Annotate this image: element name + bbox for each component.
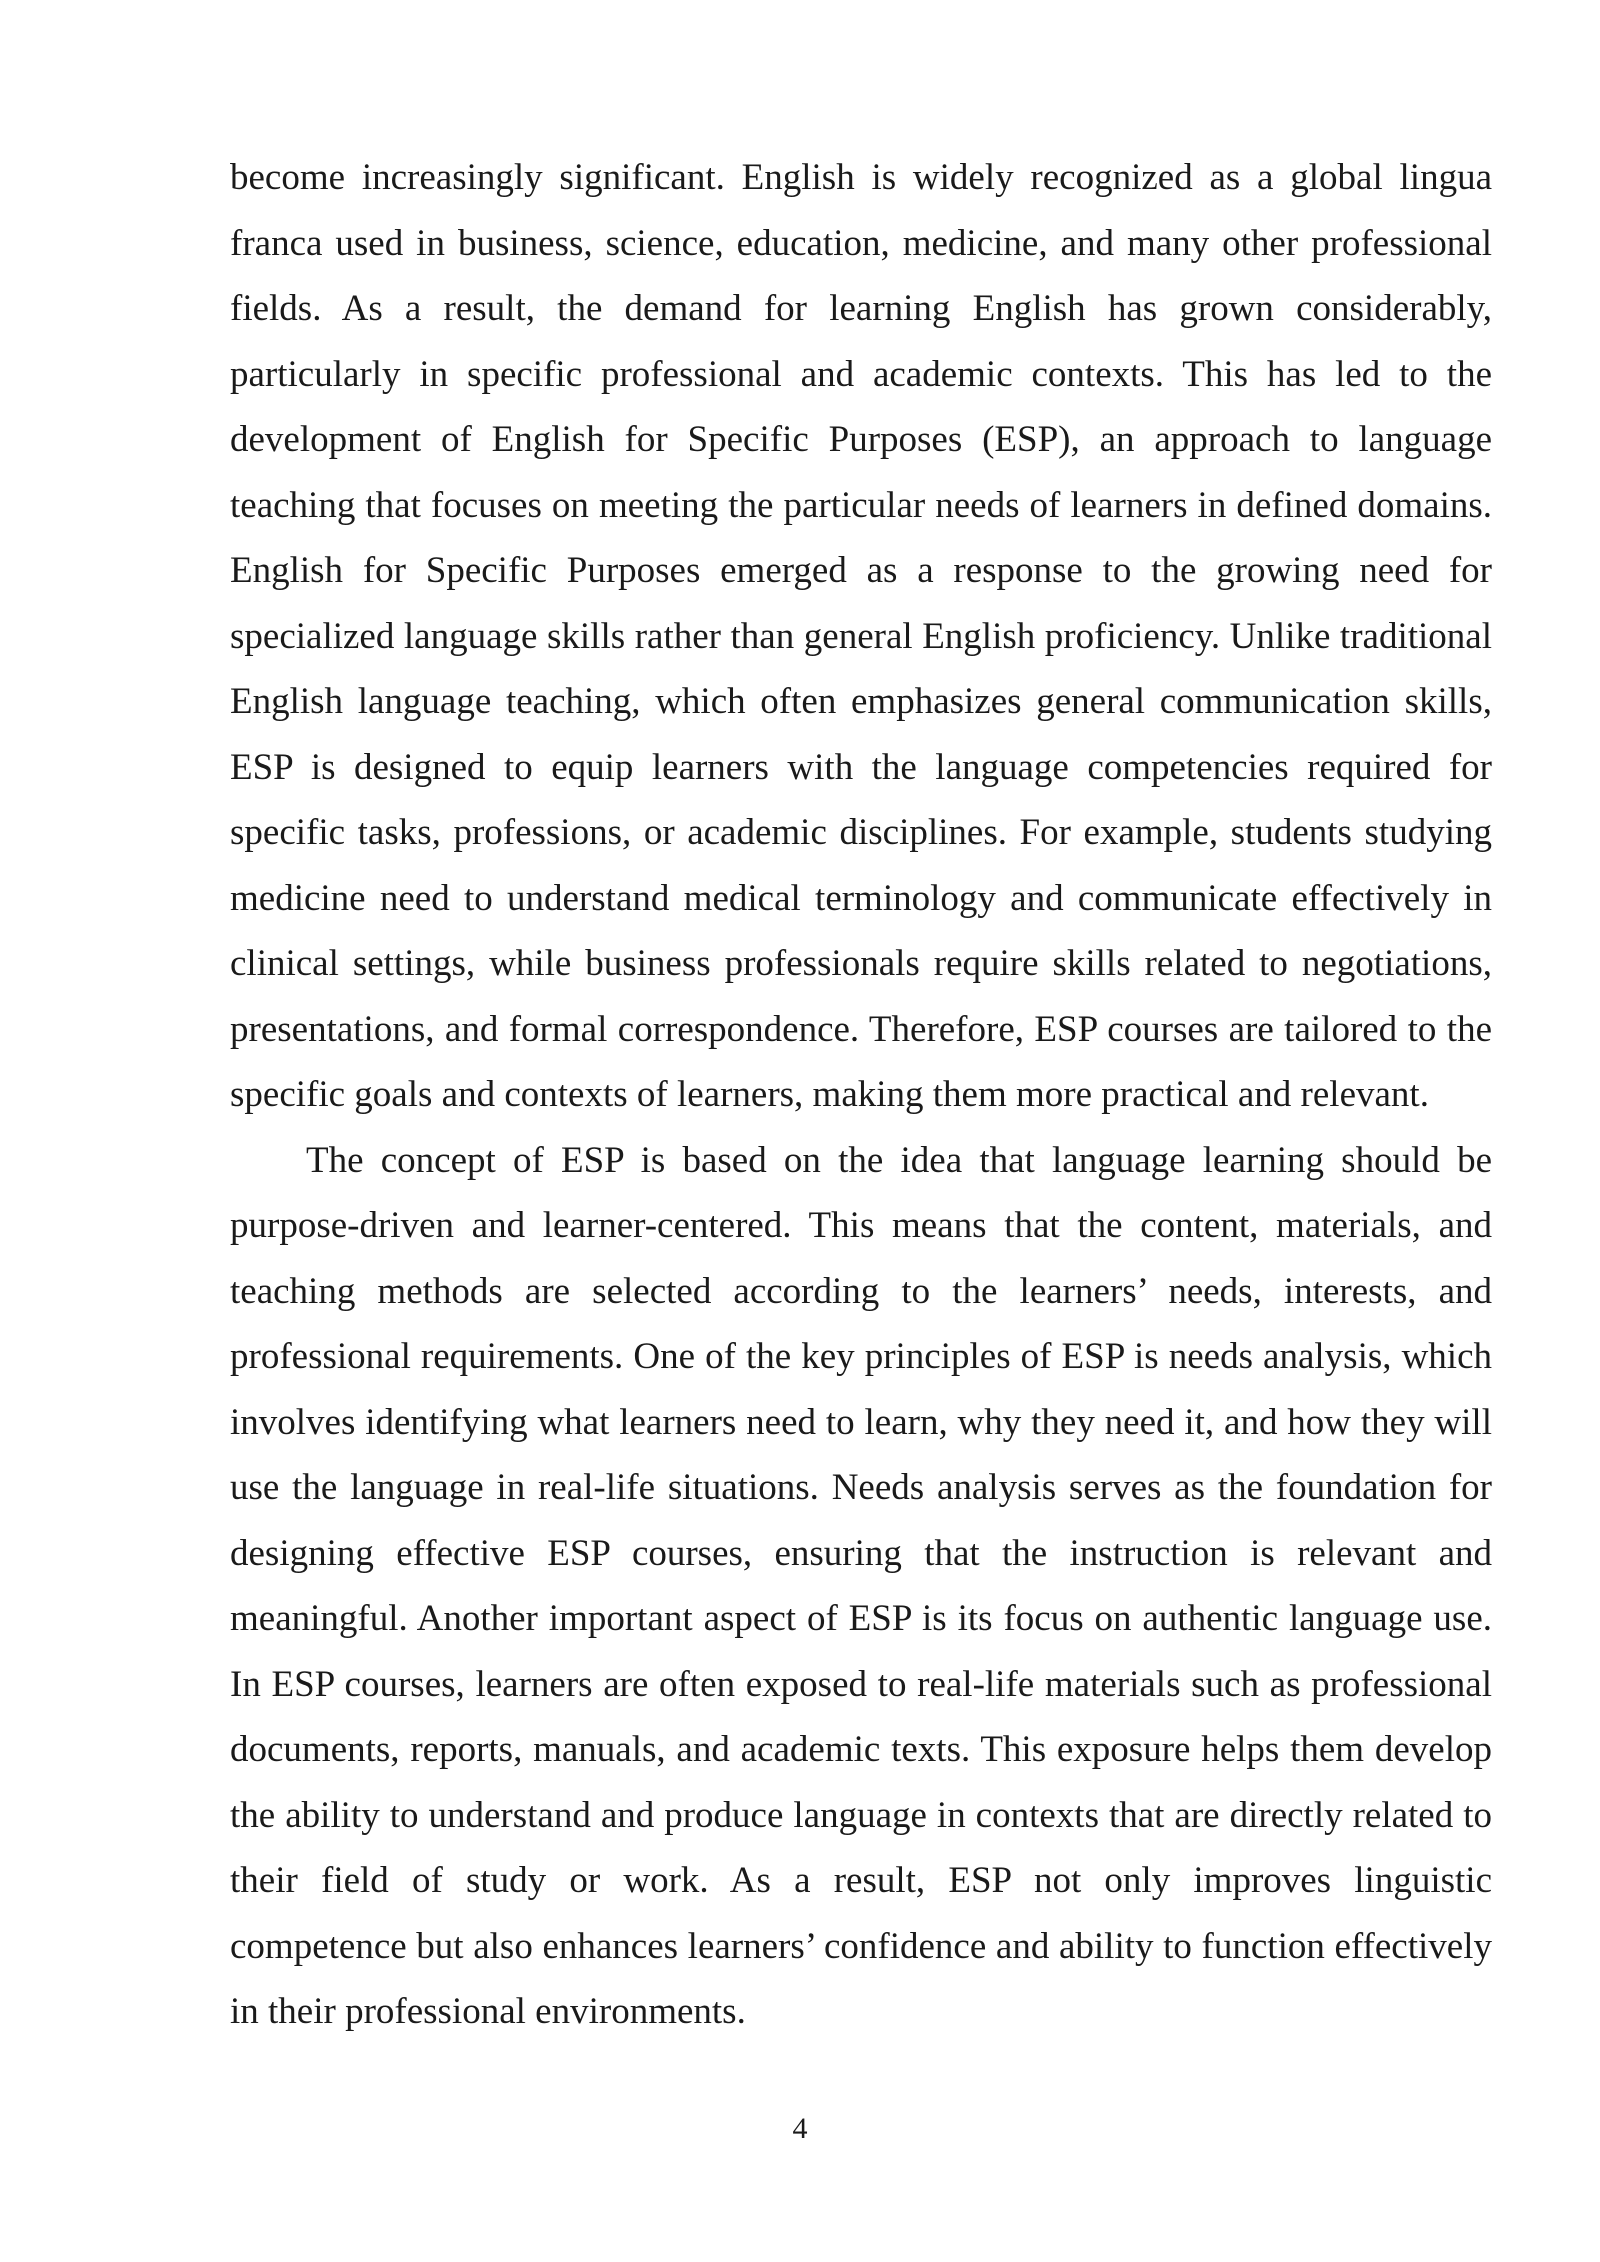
- paragraph-esp-concept: The concept of ESP is based on the idea that language learning should be purpose-driven and learner-centered. This means that the content, materials, and teaching methods are selected according to the learners’ needs, interests, and professional requirements. One of the key principles of ESP is needs analysis, which involves identifying what learners need to learn, why they need it, and how they will use the language in real-life situations. Needs analysis serves as the foundation for designing effective ESP courses, ensuring that the instruction is relevant and meaningful. Another important aspect of ESP is its focus on authentic language use. In ESP courses, learners are often exposed to real-life materials such as professional documents, reports, manuals, and academic texts. This exposure helps them develop the ability to understand and produce language in contexts that are directly related to their field of study or work. As a result, ESP not only improves linguistic competence but also enhances learners’ confidence and ability to function effectively in their professional environments.: [230, 1139, 1492, 2032]
- page-number: 4: [792, 2112, 808, 2145]
- paragraph-continuation: become increasingly significant. English is widely recognized as a global lingua franca used in business, science, education, medicine, and many other professional fields. As a result, the demand for learning English has grown considerably, particularly in specific professional and academic contexts. This has led to the development of English for Specific Purposes (ESP), an approach to language teaching that focuses on meeting the particular needs of learners in defined domains. English for Specific Purposes emerged as a response to the growing need for specialized language skills rather than general English proficiency. Unlike traditional English language teaching, which often emphasizes general communication skills, ESP is designed to equip learners with the language competencies required for specific tasks, professions, or academic disciplines. For example, students studying medicine need to understand medical terminology and communicate effectively in clinical settings, while business professionals require skills related to negotiations, presentations, and formal correspondence. Therefore, ESP courses are tailored to the specific goals and contexts of learners, making them more practical and relevant.: [230, 157, 1492, 1115]
- body-text: [230, 145, 1492, 2045]
